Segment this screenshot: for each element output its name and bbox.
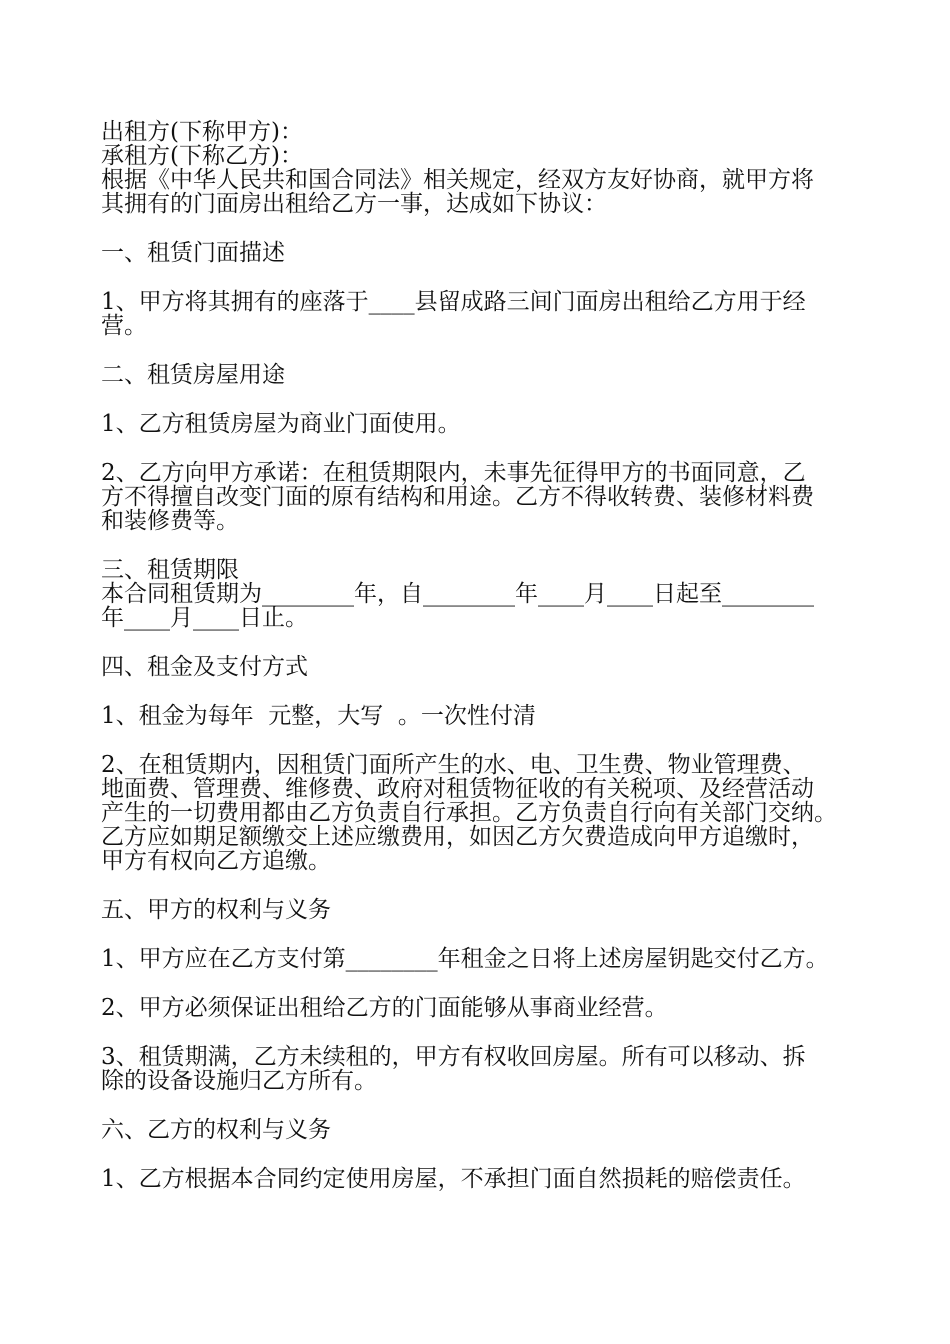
clause-line: 1、甲方将其拥有的座落于____县留成路三间门面房出租给乙方用于经 xyxy=(101,289,806,315)
clause-line: 1、甲方应在乙方支付第________年租金之日将上述房屋钥匙交付乙方。 xyxy=(101,946,829,972)
section-heading: 一、租赁门面描述 xyxy=(101,240,285,266)
clause-line: 甲方有权向乙方追缴。 xyxy=(101,848,331,874)
lessor-line: 出租方(下称甲方)： xyxy=(101,119,303,145)
clause-line: 2、甲方必须保证出租给乙方的门面能够从事商业经营。 xyxy=(101,995,668,1021)
clause-line: 除的设备设施归乙方所有。 xyxy=(101,1068,377,1094)
section-heading: 二、租赁房屋用途 xyxy=(101,362,285,388)
clause-line: 2、乙方向甲方承诺：在租赁期限内，未事先征得甲方的书面同意，乙 xyxy=(101,460,806,486)
clause-line: 3、租赁期满，乙方未续租的，甲方有权收回房屋。所有可以移动、拆 xyxy=(101,1044,806,1070)
intro-line: 其拥有的门面房出租给乙方一事，达成如下协议： xyxy=(101,191,607,217)
clause-line: 产生的一切费用都由乙方负责自行承担。乙方负责自行向有关部门交纳。 xyxy=(101,800,837,826)
clause-line: 年____月____日止。 xyxy=(101,605,308,631)
clause-line: 1、租金为每年 元整，大写 。一次性付清 xyxy=(101,703,536,729)
intro-line: 根据《中华人民共和国合同法》相关规定，经双方友好协商，就甲方将 xyxy=(101,167,814,193)
clause-line: 方不得擅自改变门面的原有结构和用途。乙方不得收转费、装修材料费 xyxy=(101,484,814,510)
clause-line: 2、在租赁期内，因租赁门面所产生的水、电、卫生费、物业管理费、 xyxy=(101,752,806,778)
section-heading: 四、租金及支付方式 xyxy=(101,654,308,680)
section-heading: 三、租赁期限 xyxy=(101,557,239,583)
section-heading: 五、甲方的权利与义务 xyxy=(101,897,331,923)
clause-line: 乙方应如期足额缴交上述应缴费用，如因乙方欠费造成向甲方追缴时， xyxy=(101,824,814,850)
clause-line: 和装修费等。 xyxy=(101,508,239,534)
clause-line: 本合同租赁期为________年，自________年____月____日起至________ xyxy=(101,581,814,607)
contract-document xyxy=(101,120,871,1191)
clause-line: 地面费、管理费、维修费、政府对租赁物征收的有关税项、及经营活动 xyxy=(101,776,814,802)
clause-line: 1、乙方根据本合同约定使用房屋，不承担门面自然损耗的赔偿责任。 xyxy=(101,1166,806,1192)
clause-line: 营。 xyxy=(101,313,147,339)
section-heading: 六、乙方的权利与义务 xyxy=(101,1117,331,1143)
clause-line: 1、乙方租赁房屋为商业门面使用。 xyxy=(101,411,461,437)
lessee-line: 承租方(下称乙方)： xyxy=(101,143,303,169)
